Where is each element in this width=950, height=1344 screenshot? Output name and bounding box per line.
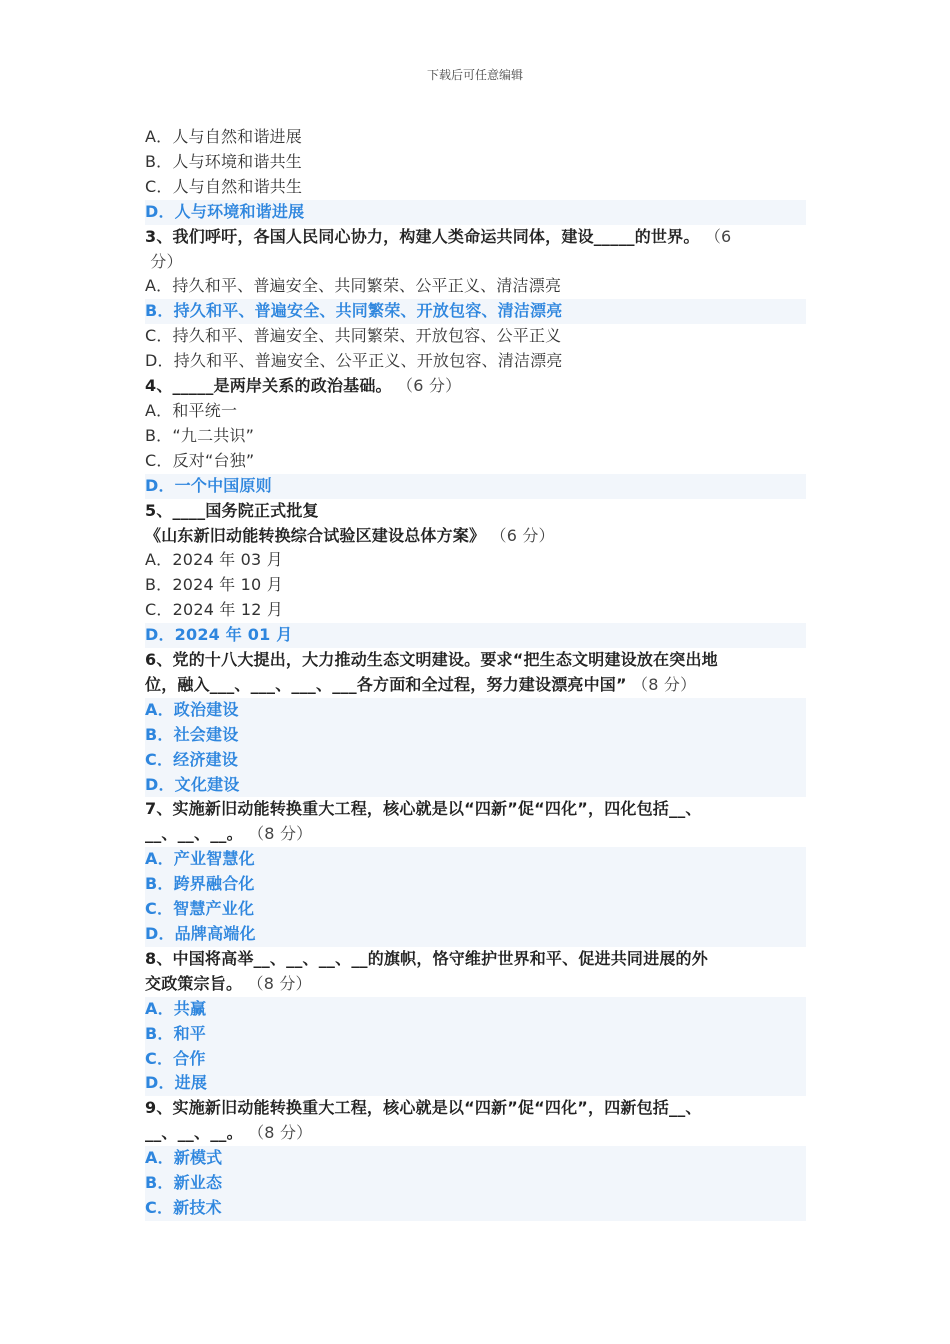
answer-option: D．进展 <box>145 1071 806 1096</box>
question-text: 9、实施新旧动能转换重大工程，核心就是以“四新”促“四化”，四新包括__、 <box>145 1098 702 1118</box>
answer-option: D．一个中国原则 <box>145 474 806 499</box>
question-text: 《山东新旧动能转换综合试验区建设总体方案》 <box>145 525 486 545</box>
answer-option: B．跨界融合化 <box>145 872 806 897</box>
answer-option: B．和平 <box>145 1022 806 1047</box>
question-line <box>145 1121 806 1146</box>
question-line <box>145 947 806 972</box>
question-points: （6 分） <box>485 525 555 545</box>
answer-option: B．社会建设 <box>145 723 806 748</box>
question-line <box>145 225 806 250</box>
question-line <box>145 250 806 275</box>
answer-option: A．共赢 <box>145 997 806 1022</box>
option: A．和平统一 <box>145 400 238 420</box>
answer-option: B．新业态 <box>145 1171 806 1196</box>
question-text: 5、____国务院正式批复 <box>145 500 319 520</box>
question-line <box>145 673 806 698</box>
question-text: 6、党的十八大提出，大力推动生态文明建设。要求“把生态文明建设放在突出地 <box>145 650 718 670</box>
option: A．持久和平、普遍安全、共同繁荣、公平正义、清洁漂亮 <box>145 276 562 296</box>
option: C．持久和平、普遍安全、共同繁荣、开放包容、公平正义 <box>145 326 562 346</box>
question-points: （8 分） <box>242 1123 313 1143</box>
question-text: __、__、__。 <box>145 824 243 844</box>
question-list <box>145 125 806 1221</box>
answer-option: D．2024 年 01 月 <box>145 623 806 648</box>
question-line <box>145 524 806 549</box>
option: B．2024 年 10 月 <box>145 575 283 595</box>
question-line <box>145 797 806 822</box>
option: D．持久和平、普遍安全、公平正义、开放包容、清洁漂亮 <box>145 351 563 371</box>
option: B．“九二共识” <box>145 425 255 445</box>
option: A．人与自然和谐进展 <box>145 127 302 146</box>
question-points: （8 分） <box>242 973 312 993</box>
option: C．2024 年 12 月 <box>145 600 284 620</box>
question-line <box>145 822 806 847</box>
question-text: __、__、__。 <box>145 1123 243 1143</box>
option: C．人与自然和谐共生 <box>145 176 303 196</box>
answer-option: A．产业智慧化 <box>145 847 806 872</box>
question-text: 7、实施新旧动能转换重大工程，核心就是以“四新”促“四化”，四化包括__、 <box>145 799 702 819</box>
question-text: 8、中国将高举__、__、__、__的旗帜，恪守维护世界和平、促进共同进展的外 <box>145 948 708 968</box>
question-points: 分） <box>145 251 183 271</box>
option: B．人与环境和谐共生 <box>145 151 302 171</box>
question-points: （8 分） <box>626 674 697 694</box>
question-points: （8 分） <box>242 824 313 844</box>
answer-option: C．合作 <box>145 1047 806 1072</box>
question-text: 3、我们呼吁，各国人民同心协力，构建人类命运共同体，建设_____的世界。 <box>145 226 700 246</box>
answer-option: C．新技术 <box>145 1196 806 1221</box>
page-header: 下载后可任意编辑 <box>426 68 523 82</box>
question-line <box>145 374 806 399</box>
answer-option: D．品牌高端化 <box>145 922 806 947</box>
question-text: 位，融入___、___、___、___各方面和全过程，努力建设漂亮中国” <box>145 674 627 694</box>
question-line <box>145 1096 806 1121</box>
answer-option: C．智慧产业化 <box>145 897 806 922</box>
question-points: （6 分） <box>391 376 462 396</box>
answer-option: D．人与环境和谐进展 <box>145 200 806 225</box>
question-line <box>145 972 806 997</box>
option: C．反对“台独” <box>145 450 255 470</box>
option: A．2024 年 03 月 <box>145 550 283 570</box>
answer-option: A．新模式 <box>145 1146 806 1171</box>
answer-option: B．持久和平、普遍安全、共同繁荣、开放包容、清洁漂亮 <box>145 299 806 324</box>
answer-option: D．文化建设 <box>145 773 806 798</box>
question-text: 交政策宗旨。 <box>145 973 243 993</box>
answer-option: A．政治建设 <box>145 698 806 723</box>
answer-option: C．经济建设 <box>145 748 806 773</box>
question-points: （6 <box>699 226 732 246</box>
question-text: 4、_____是两岸关系的政治基础。 <box>145 376 392 396</box>
question-line <box>145 648 806 673</box>
question-line <box>145 499 806 524</box>
